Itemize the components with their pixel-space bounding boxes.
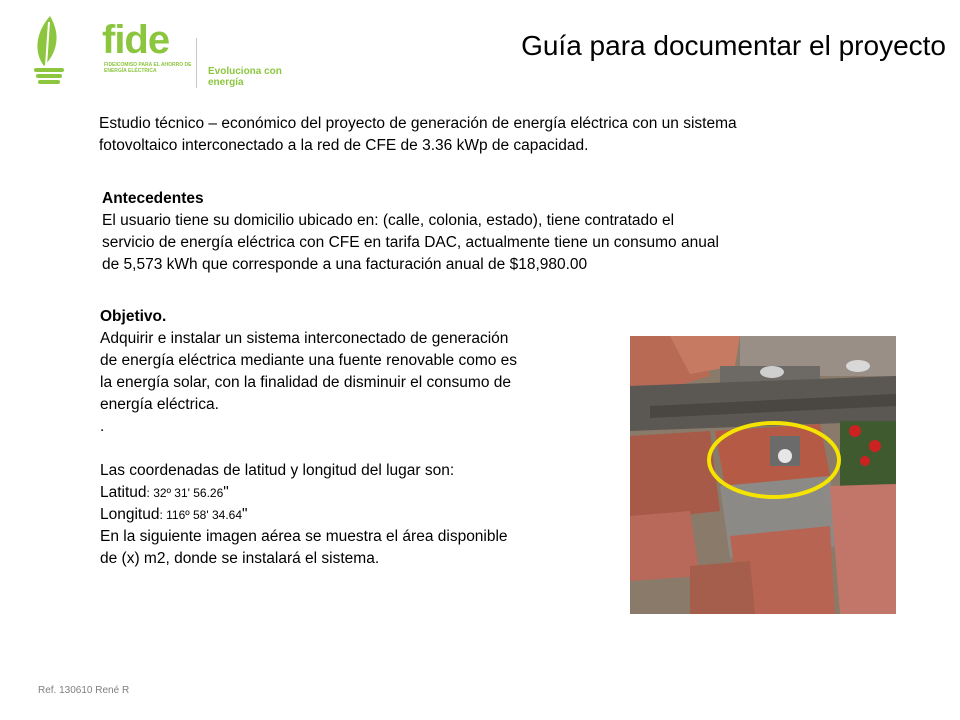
logo-wordmark: fide xyxy=(102,18,170,62)
leaf-icon xyxy=(30,8,90,88)
objetivo-dot: . xyxy=(100,418,105,435)
objetivo-line: de energía eléctrica mediante una fuente renovable como es xyxy=(100,352,518,369)
footer-ref: Ref. 130610 René R xyxy=(38,685,130,696)
longitude-value: : 116º 58' 34.64 xyxy=(159,508,243,522)
objetivo-line: energía eléctrica. xyxy=(100,396,219,413)
longitude-quote: " xyxy=(242,506,248,523)
latitude-value: : 32º 31' 56.26 xyxy=(146,486,224,500)
image-description: de (x) m2, donde se instalará el sistema. xyxy=(100,550,380,567)
aerial-photo xyxy=(630,336,896,614)
objetivo-line: Adquirir e instalar un sistema interconectado de generación xyxy=(100,330,509,347)
intro-line: fotovoltaico interconectado a la red de CFE de 3.36 kWp de capacidad. xyxy=(99,137,589,154)
antecedentes-line: servicio de energía eléctrica con CFE en tarifa DAC, actualmente tiene un consumo anual xyxy=(102,234,719,251)
blank-line xyxy=(100,438,630,460)
image-description: En la siguiente imagen aérea se muestra el área disponible xyxy=(100,528,508,545)
antecedentes-line: El usuario tiene su domicilio ubicado en: (calle, colonia, estado), tiene contratado el xyxy=(102,212,675,229)
antecedentes-heading: Antecedentes xyxy=(102,190,204,207)
objetivo-heading: Objetivo. xyxy=(100,308,167,325)
intro-paragraph xyxy=(99,113,869,157)
latitude-quote: " xyxy=(223,484,229,501)
objetivo-section xyxy=(100,306,630,570)
antecedentes-section xyxy=(102,188,862,276)
aerial-photo-drawing xyxy=(630,336,896,614)
intro-line: Estudio técnico – económico del proyecto de generación de energía eléctrica con un sistema xyxy=(99,115,737,132)
logo-divider xyxy=(196,38,197,88)
longitude-label: Longitud xyxy=(100,506,160,523)
fide-logo xyxy=(30,8,290,88)
logo-subtitle: FIDEICOMISO PARA EL AHORRO DE ENERGÍA ELÉCTRICA xyxy=(104,62,192,74)
latitude-label: Latitud xyxy=(100,484,147,501)
page-title: Guía para documentar el proyecto xyxy=(521,30,946,61)
logo-tagline: Evoluciona con energía xyxy=(208,66,282,88)
latitude-line xyxy=(100,482,630,504)
objetivo-line: la energía solar, con la finalidad de disminuir el consumo de xyxy=(100,374,511,391)
coords-intro: Las coordenadas de latitud y longitud del lugar son: xyxy=(100,462,455,479)
antecedentes-line: de 5,573 kWh que corresponde a una facturación anual de $18,980.00 xyxy=(102,256,588,273)
longitude-line xyxy=(100,504,630,526)
